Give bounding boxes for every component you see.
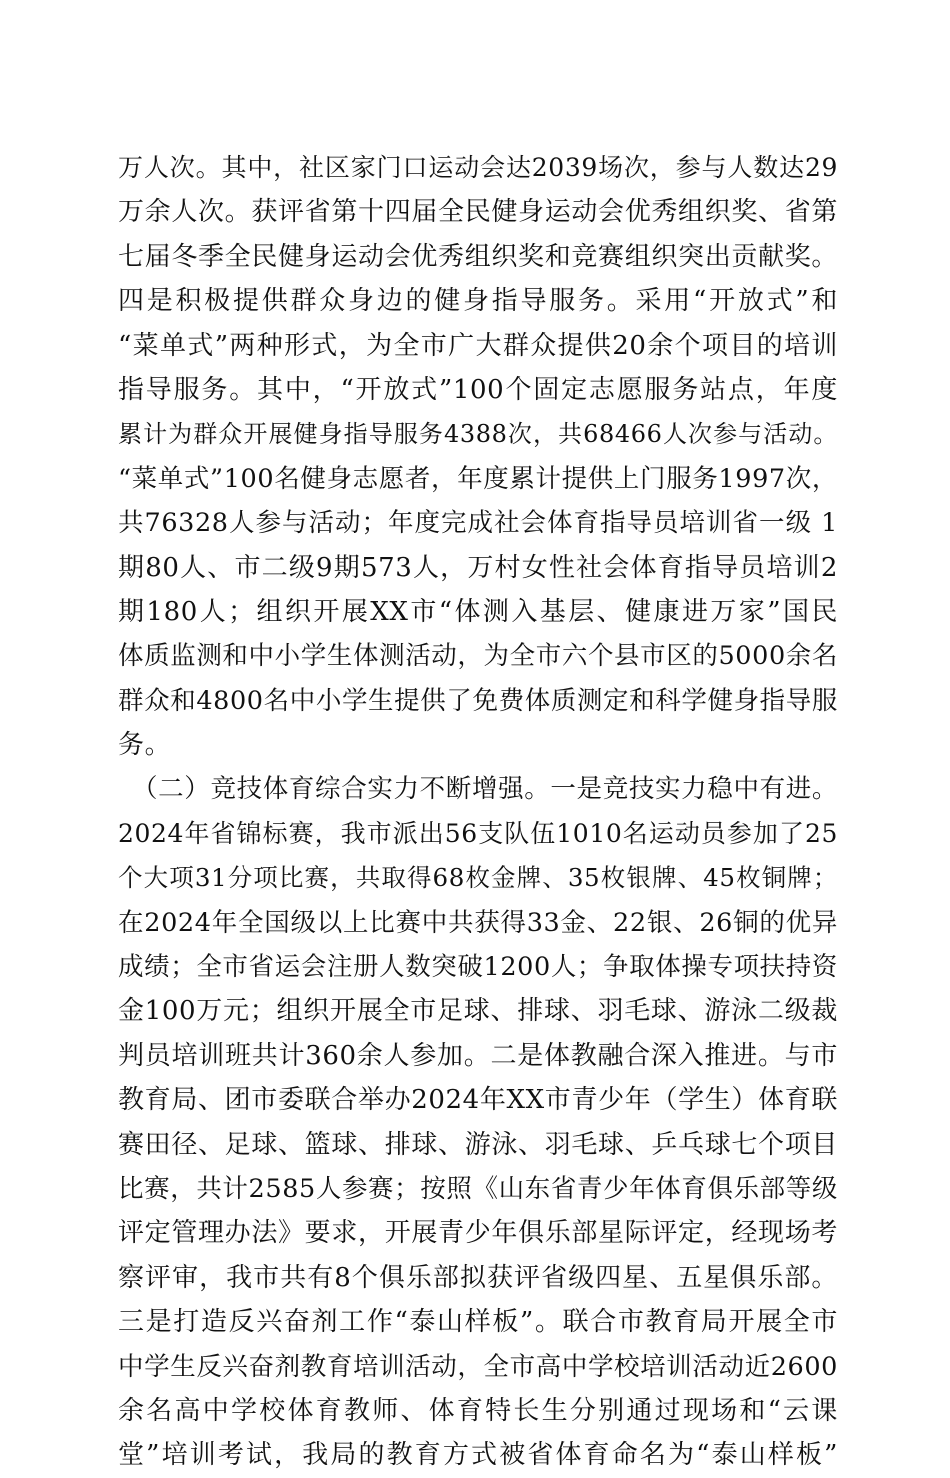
text-line: 2024年省锦标赛，我市派出56支队伍1010名运动员参加了25 xyxy=(118,818,838,848)
body-text xyxy=(118,146,838,1478)
text-line: 成绩；全市省运会注册人数突破1200人；争取体操专项扶持资 xyxy=(118,952,838,983)
text-line: 余名高中学校体育教师、体育特长生分别通过现场和“云课 xyxy=(118,1395,838,1426)
text-line: “菜单式”100名健身志愿者，年度累计提供上门服务1997次， xyxy=(118,463,838,494)
text-line: 七届冬季全民健身运动会优秀组织奖和竞赛组织突出贡献奖。 xyxy=(118,241,838,272)
text-line: 万余人次。获评省第十四届全民健身运动会优秀组织奖、省第 xyxy=(118,197,838,228)
text-line: 赛田径、足球、篮球、排球、游泳、羽毛球、乒乓球七个项目 xyxy=(118,1129,838,1160)
text-line: 共76328人参与活动；年度完成社会体育指导员培训省一级 1 xyxy=(118,508,838,539)
text-line: 期180人；组织开展XX市“体测入基层、健康进万家”国民 xyxy=(118,596,838,627)
text-line: 个大项31分项比赛，共取得68枚金牌、35枚银牌、45枚铜牌； xyxy=(118,863,838,893)
text-line: 金100万元；组织开展全市足球、排球、羽毛球、游泳二级裁 xyxy=(118,996,838,1027)
text-line: 评定管理办法》要求，开展青少年俱乐部星际评定，经现场考 xyxy=(118,1218,838,1249)
text-line: 三是打造反兴奋剂工作“泰山样板”。联合市教育局开展全市 xyxy=(118,1307,838,1338)
text-line: 在2024年全国级以上比赛中共获得33金、22银、26铜的优异 xyxy=(118,907,838,938)
text-line: 指导服务。其中，“开放式”100个固定志愿服务站点，年度 xyxy=(118,374,838,405)
text-line: 万人次。其中，社区家门口运动会达2039场次，参与人数达29 xyxy=(118,153,838,182)
text-line: 体质监测和中小学生体测活动，为全市六个县市区的5000余名 xyxy=(118,641,838,672)
text-line: 累计为群众开展健身指导服务4388次，共68466人次参与活动。 xyxy=(118,420,838,449)
text-line: 群众和4800名中小学生提供了免费体质测定和科学健身指导服 xyxy=(118,685,838,716)
text-line: 判员培训班共计360余人参加。二是体教融合深入推进。与市 xyxy=(118,1040,838,1071)
text-line: 中学生反兴奋剂教育培训活动，全市高中学校培训活动近2600 xyxy=(118,1351,838,1382)
text-line: 教育局、团市委联合举办2024年XX市青少年（学生）体育联 xyxy=(118,1085,838,1116)
text-line: 四是积极提供群众身边的健身指导服务。采用“开放式”和 xyxy=(118,286,838,317)
text-line: 察评审，我市共有8个俱乐部拟获评省级四星、五星俱乐部。 xyxy=(118,1262,838,1293)
text-line: “菜单式”两种形式，为全市广大群众提供20余个项目的培训 xyxy=(118,330,838,361)
text-line: 堂”培训考试，我局的教育方式被省体育命名为“泰山样板” xyxy=(118,1440,838,1471)
text-line: 期80人、市二级9期573人，万村女性社会体育指导员培训2 xyxy=(118,552,838,583)
text-line: 比赛，共计2585人参赛；按照《山东省青少年体育俱乐部等级 xyxy=(118,1173,838,1204)
section-heading-line: （二）竞技体育综合实力不断增强。一是竞技实力稳中有进。 xyxy=(132,774,838,805)
text-line: 务。 xyxy=(118,730,172,761)
